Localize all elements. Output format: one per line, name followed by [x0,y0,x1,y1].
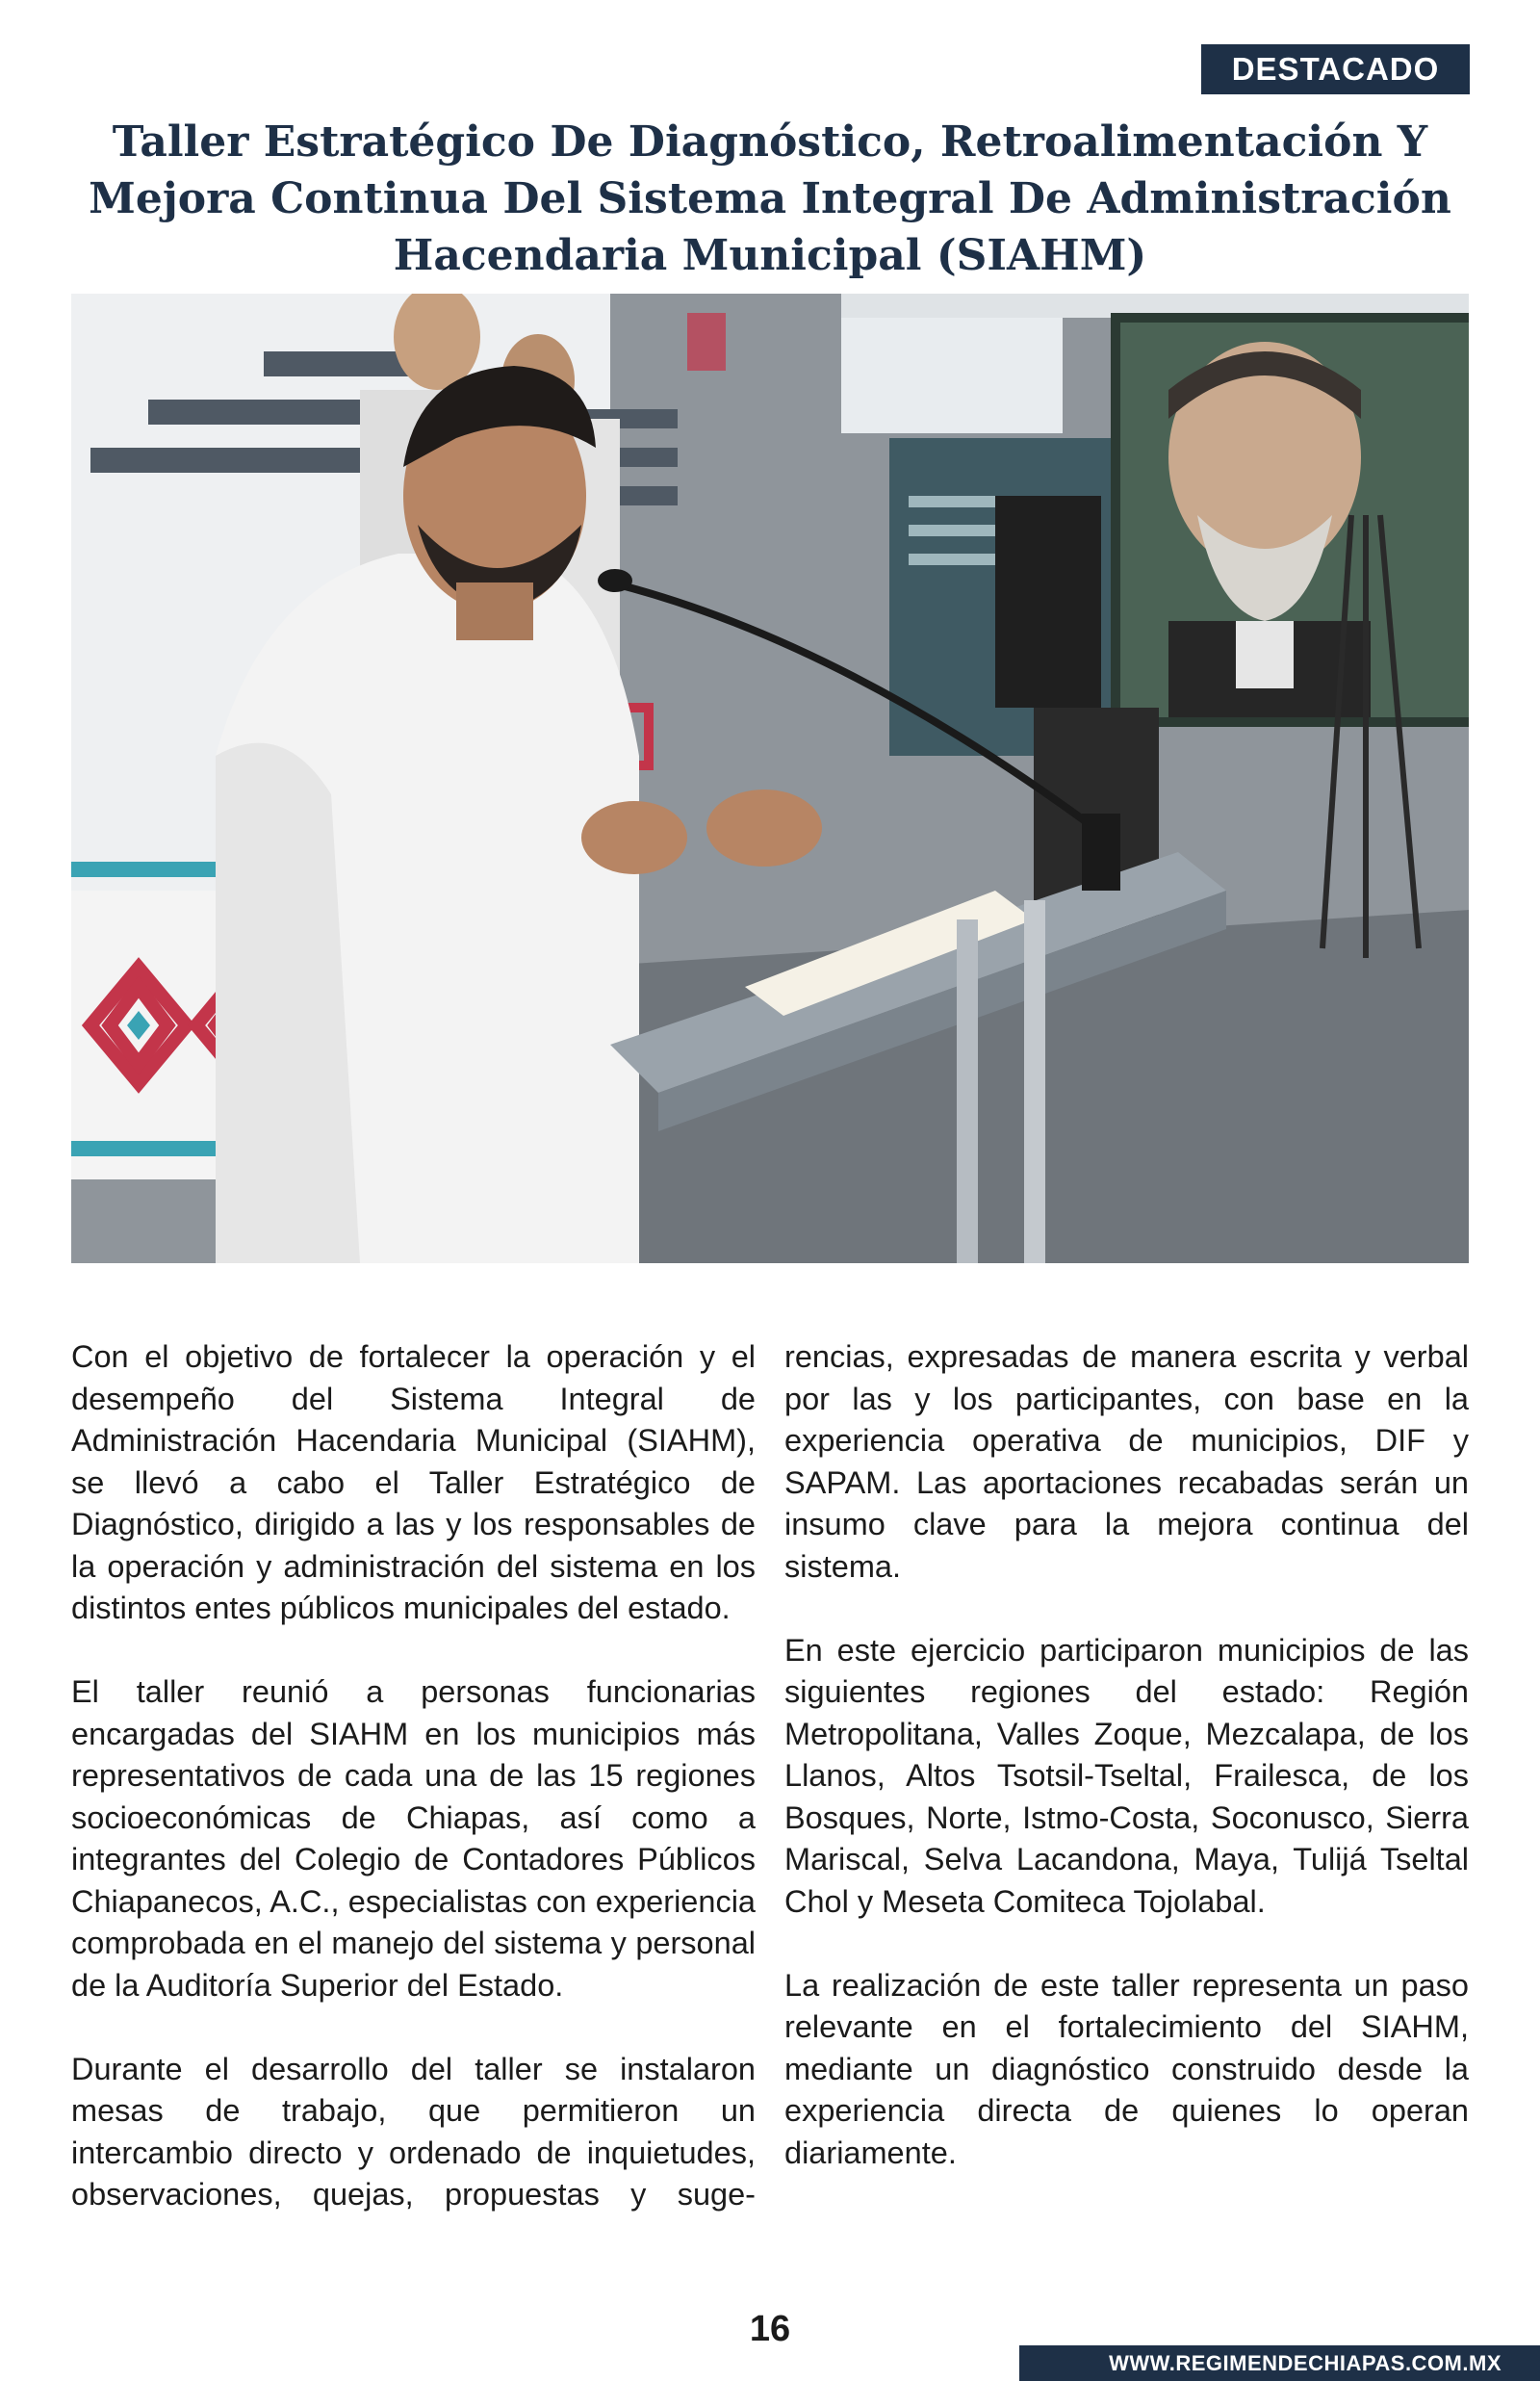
article-paragraph: En este ejercicio participaron municipios de las siguientes regiones del estado: Región Metropolitana, Valles Zoque, Mezcalapa, de los Llanos, Altos Tsotsil-Tseltal, Frailesca, de los Bosques, Norte, Istmo-Costa, Soconusco, Sierra Mariscal, Selva Lacandona, Maya, Tulijá Tseltal Chol y Meseta Comiteca Tojolabal. [784,1632,1469,1919]
page-number: 16 [749,2309,791,2349]
article-left-column [71,1336,756,2258]
article-paragraph: Durante el desarrollo del taller se instalaron mesas de trabajo, que permitieron un intercambio directo y ordenado de inquietudes, observaciones, quejas, propuestas y suge- [71,2051,756,2212]
article-right-column [784,1336,1469,2216]
section-badge: DESTACADO [1201,44,1470,94]
article-photo [71,294,1469,1263]
article-paragraph: Con el objetivo de fortalecer la operación y el desempeño del Sistema Integral de Administración Hacendaria Municipal (SIAHM), se llevó a cabo el Taller Estratégico de Diagnóstico, dirigido a las y los responsables de la operación y administración del sistema en los distintos entes públicos municipales del estado. [71,1339,756,1625]
article-title: Taller Estratégico De Diagnóstico, Retroalimentación Y Mejora Continua Del Sistema Integral De Administración Hacendaria Municipal (SIAHM) [89,117,1451,280]
article-paragraph: La realización de este taller representa un paso relevante en el fortalecimiento del SIAHM, mediante un diagnóstico construido desde la experiencia directa de quienes lo operan diariamente. [784,1967,1469,2170]
footer-website-link[interactable]: WWW.REGIMENDECHIAPAS.COM.MX [1019,2345,1540,2381]
article-paragraph: El taller reunió a personas funcionarias encargadas del SIAHM en los municipios más representativos de cada una de las 15 regiones socioeconómicas de Chiapas, así como a integrantes del Colegio de Contadores Públicos Chiapanecos, A.C., especialistas con experiencia comprobada en el manejo del sistema y personal de la Auditoría Superior del Estado. [71,1674,756,2003]
article-paragraph: rencias, expresadas de manera escrita y verbal por las y los participantes, con base en la experiencia operativa de municipios, DIF y SAPAM. Las aportaciones recabadas serán un insumo clave para la mejora continua del sistema. [784,1339,1469,1584]
photo-speaker-at-podium-icon [71,294,1469,1263]
